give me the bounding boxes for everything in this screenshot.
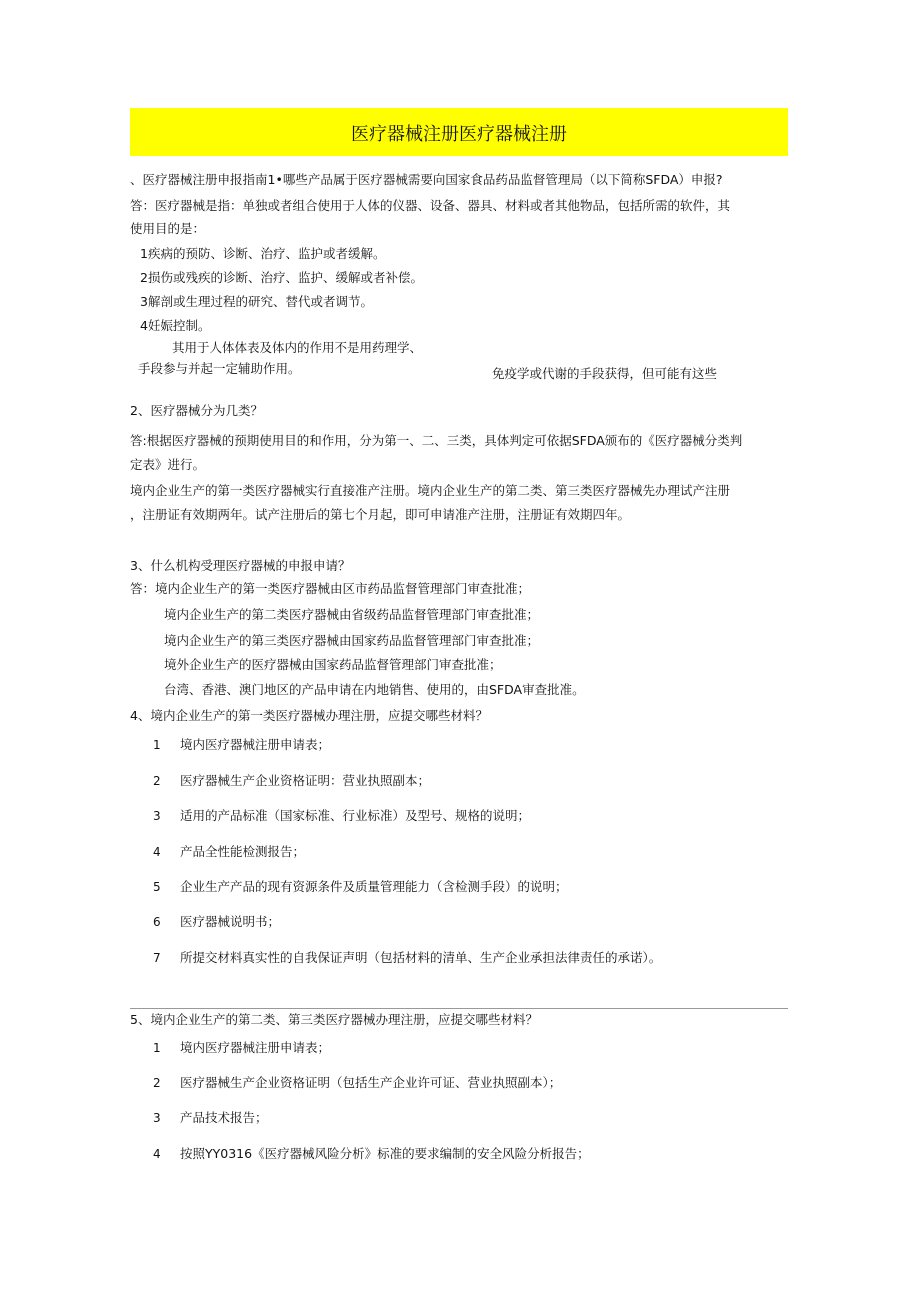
section-3-line-5: 台湾、香港、澳门地区的产品申请在内地销售、使用的，由SFDA审查批准。 <box>164 682 585 697</box>
intro-line-2: 答：医疗器械是指：单独或者组合使用于人体的仪器、设备、器具、材料或者其他物品，包括所需的软件，其 <box>130 198 731 213</box>
section-4-item-text: 医疗器械说明书； <box>180 914 281 929</box>
section-4-item-text: 产品全性能检测报告； <box>180 844 306 859</box>
section-4-item-text: 境内医疗器械注册申请表； <box>180 737 331 752</box>
intro-item-2: 2损伤或残疾的诊断、治疗、监护、缓解或者补偿。 <box>140 270 423 285</box>
intro-note-a: 其用于人体体表及体内的作用不是用药理学、 <box>172 340 423 355</box>
section-2-para-3: 境内企业生产的第一类医疗器械实行直接准产注册。境内企业生产的第二类、第三类医疗器械先办理试产注册 <box>130 483 731 498</box>
section-5-item-number: 3 <box>153 1111 161 1125</box>
page-title: 医疗器械注册医疗器械注册 <box>351 124 567 145</box>
section-3-line-2: 境内企业生产的第二类医疗器械由省级药品监督管理部门审查批准； <box>164 607 540 622</box>
intro-note-b: 手段参与并起一定辅助作用。 <box>138 361 301 376</box>
section-5-item-text: 医疗器械生产企业资格证明（包括生产企业许可证、营业执照副本）； <box>180 1075 562 1090</box>
section-4-item-text: 适用的产品标准（国家标准、行业标准）及型号、规格的说明； <box>180 808 531 823</box>
section-2-para-4: ，注册证有效期两年。试产注册后的第七个月起，即可申请准产注册，注册证有效期四年。 <box>130 507 631 522</box>
intro-item-4: 4妊娠控制。 <box>140 318 211 333</box>
section-5-item-number: 4 <box>153 1147 161 1161</box>
section-4-item-number: 6 <box>153 915 161 929</box>
section-5-item-number: 1 <box>153 1041 161 1055</box>
section-2-para-2: 定表》进行。 <box>130 457 206 472</box>
section-5-item-text: 产品技术报告； <box>180 1110 268 1125</box>
section-4-item-number: 7 <box>153 951 161 965</box>
section-4-item-number: 3 <box>153 809 161 823</box>
section-4-item-text: 企业生产产品的现有资源条件及质量管理能力（含检测手段）的说明； <box>180 879 568 894</box>
intro-line-1: 、医疗器械注册申报指南1•哪些产品属于医疗器械需要向国家食品药品监督管理局（以下简称SFDA）申报? <box>130 172 723 187</box>
section-divider <box>130 1008 788 1009</box>
intro-line-3: 使用目的是： <box>130 221 206 236</box>
section-2-para-1: 答:根据医疗器械的预期使用目的和作用，分为第一、二、三类，具体判定可依据SFDA颁布的《医疗器械分类判 <box>130 433 743 448</box>
section-5-item-text: 按照YY0316《医疗器械风险分析》标准的要求编制的安全风险分析报告； <box>180 1146 590 1161</box>
intro-note-c: 免疫学或代谢的手段获得，但可能有这些 <box>492 366 718 381</box>
section-3-line-1: 答：境内企业生产的第一类医疗器械由区市药品监督管理部门审查批准； <box>130 581 531 596</box>
section-4-heading: 4、境内企业生产的第一类医疗器械办理注册，应提交哪些材料？ <box>130 708 488 723</box>
title-banner <box>130 108 788 156</box>
section-4-item-text: 所提交材料真实性的自我保证声明（包括材料的清单、生产企业承担法律责任的承诺）。 <box>180 950 662 965</box>
section-3-heading: 3、什么机构受理医疗器械的申报申请？ <box>130 558 351 573</box>
section-4-item-number: 5 <box>153 880 161 894</box>
intro-item-3: 3解剖或生理过程的研究、替代或者调节。 <box>140 294 373 309</box>
section-5-heading: 5、境内企业生产的第二类、第三类医疗器械办理注册，应提交哪些材料？ <box>130 1012 538 1027</box>
section-5-item-number: 2 <box>153 1076 161 1090</box>
section-4-item-number: 1 <box>153 738 161 752</box>
section-3-line-4: 境外企业生产的医疗器械由国家药品监督管理部门审查批准； <box>164 657 502 672</box>
section-4-item-text: 医疗器械生产企业资格证明：营业执照副本； <box>180 773 431 788</box>
section-4-item-number: 4 <box>153 845 161 859</box>
section-2-heading: 2、医疗器械分为几类？ <box>130 403 263 418</box>
intro-item-1: 1疾病的预防、诊断、治疗、监护或者缓解。 <box>140 246 386 261</box>
section-4-item-number: 2 <box>153 774 161 788</box>
section-3-line-3: 境内企业生产的第三类医疗器械由国家药品监督管理部门审查批准； <box>164 633 540 648</box>
section-5-item-text: 境内医疗器械注册申请表； <box>180 1040 331 1055</box>
